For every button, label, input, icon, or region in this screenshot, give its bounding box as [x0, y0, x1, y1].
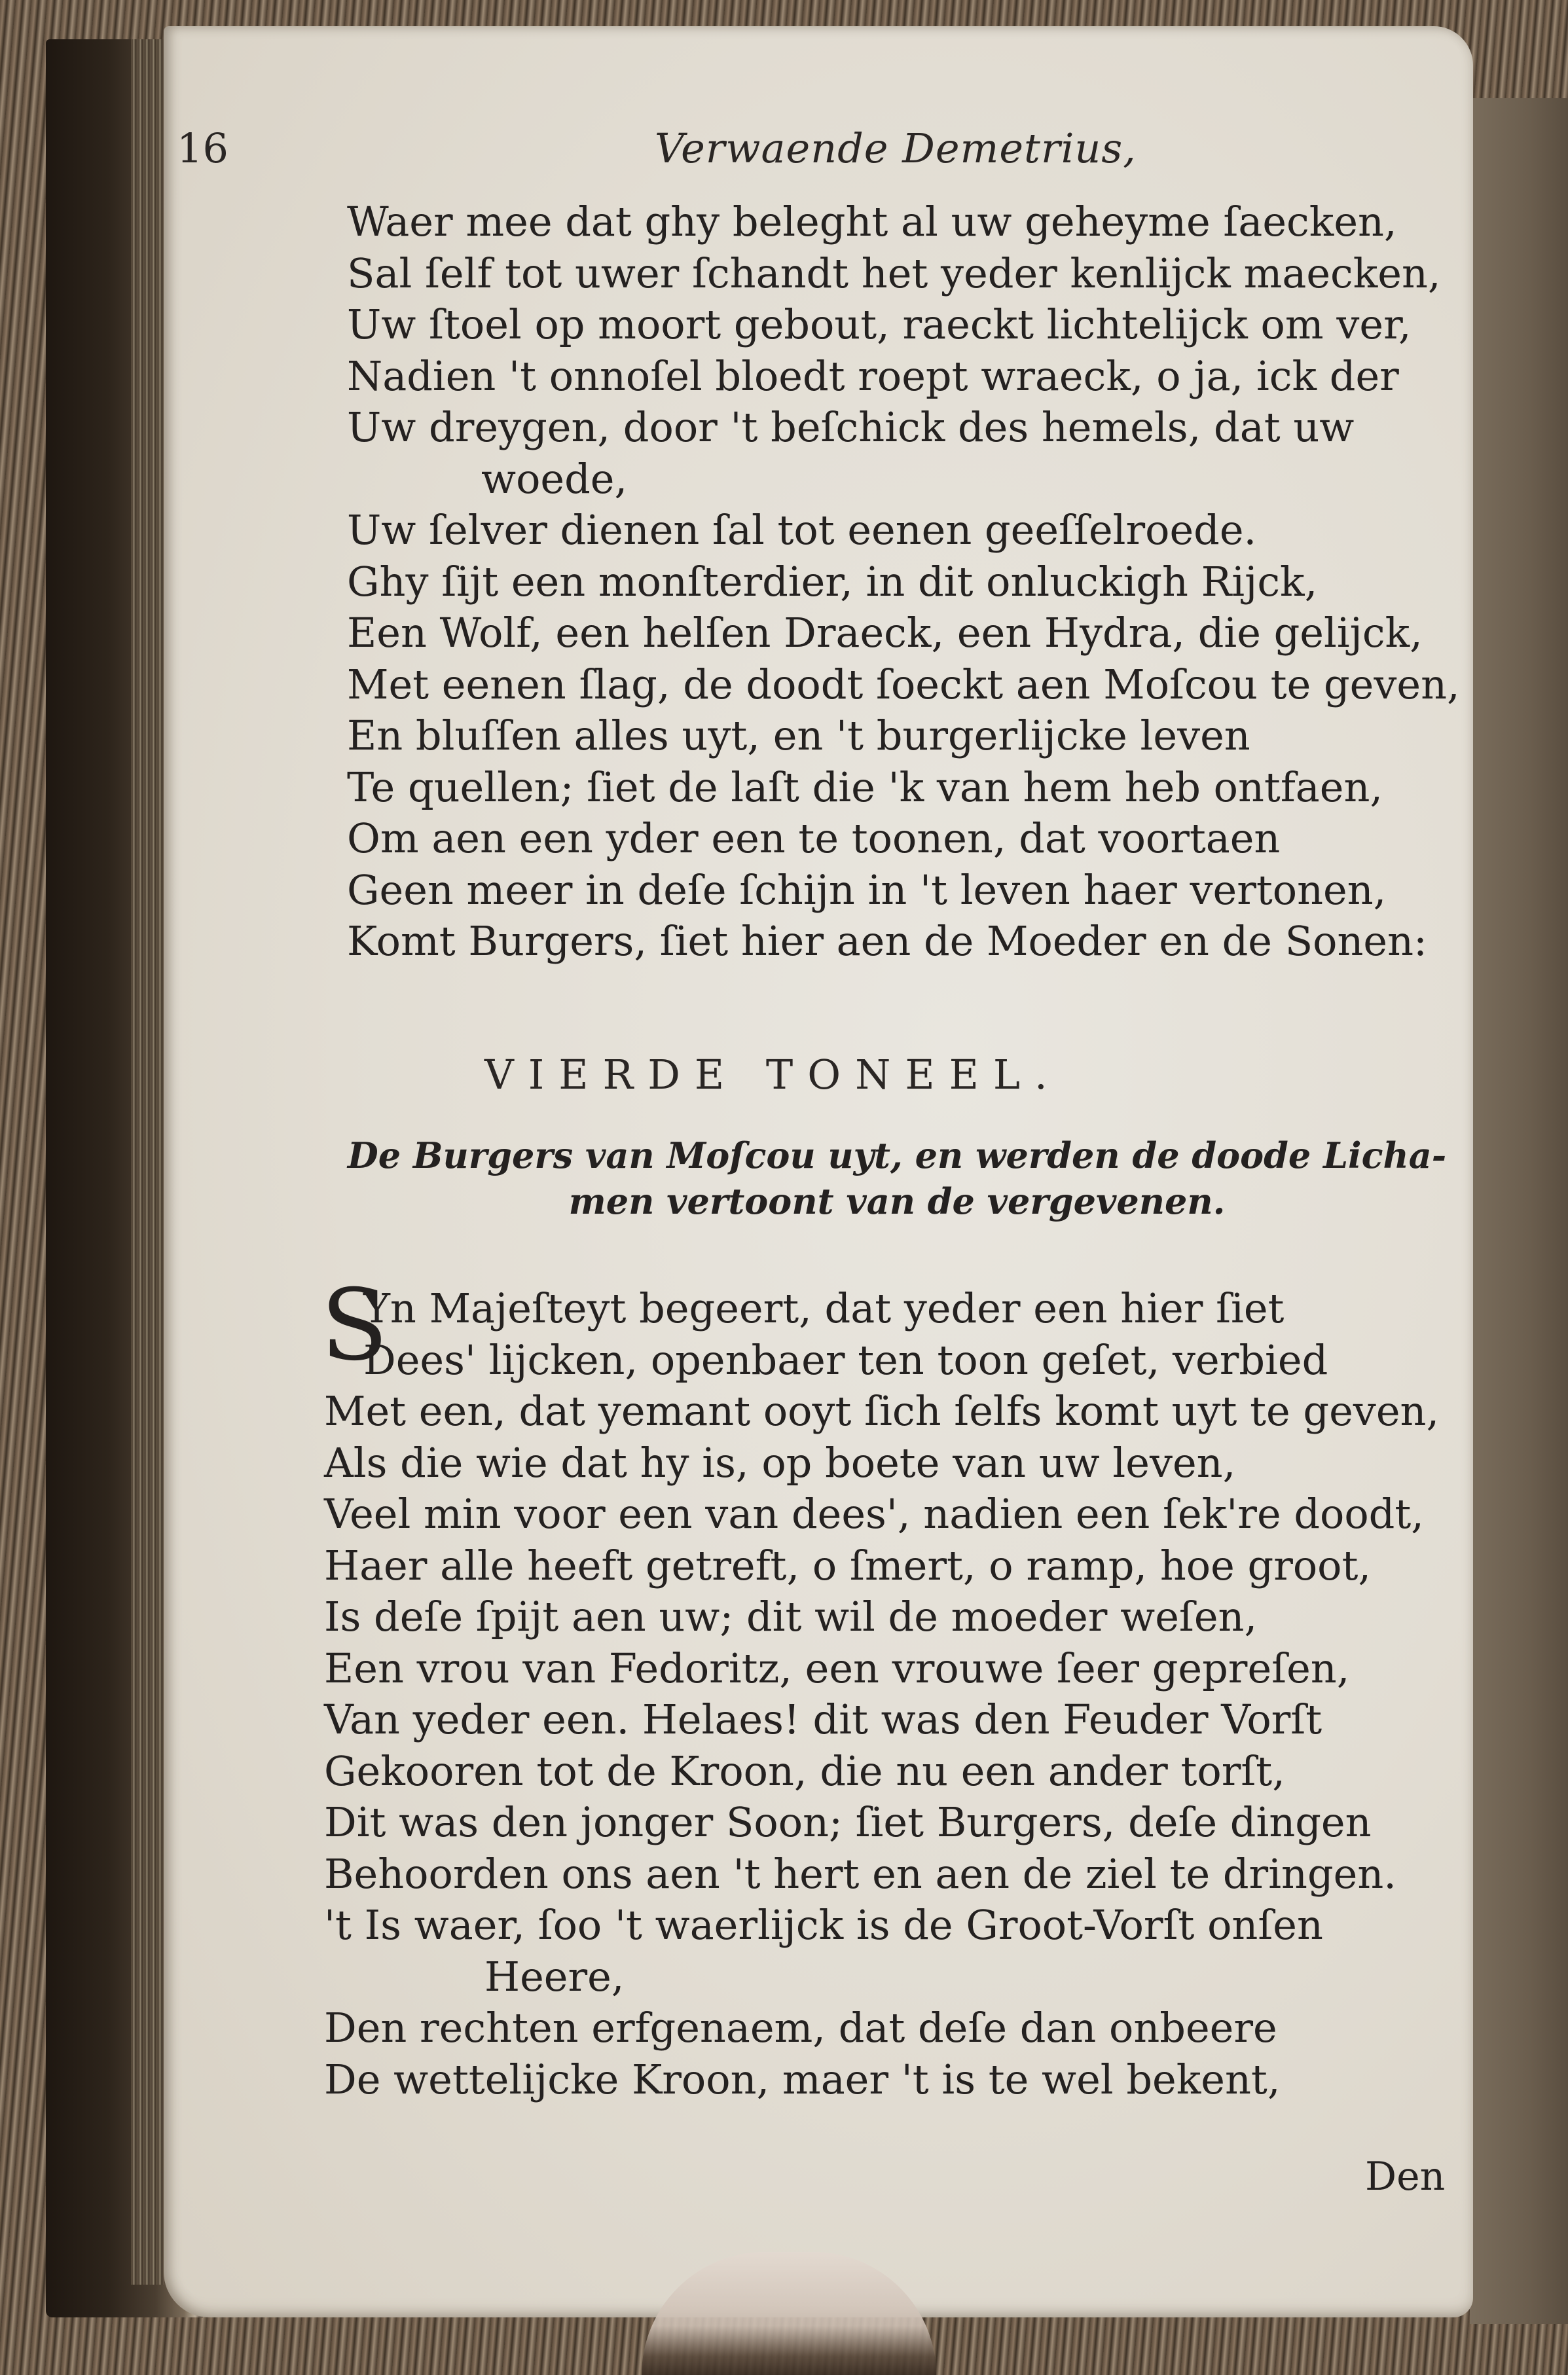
verse-block-2	[324, 1283, 1450, 2105]
verse-line: Een vrou van Fedoritz, een vrouwe ſeer gepreſen,	[324, 1644, 1350, 1692]
verse-line: Uw ſtoel op moort gebout, raeckt lichtelijck om ver,	[347, 300, 1412, 348]
drop-cap: S	[321, 1269, 388, 1383]
verse-line: Komt Burgers, ſiet hier aen de Moeder en de Sonen:	[347, 917, 1427, 965]
verse-line-continuation: woede,	[481, 454, 628, 503]
verse-line: Met een, dat yemant ooyt ſich ſelfs komt uyt te geven,	[324, 1387, 1440, 1435]
verse-line: Haer alle heeft getreft, o ſmert, o ramp, hoe groot,	[324, 1541, 1372, 1589]
verse-line: En bluſſen alles uyt, en 't burgerlijcke leven	[347, 712, 1250, 759]
verse-line: Van yeder een. Helaes! dit was den Feuder Vorſt	[324, 1695, 1322, 1743]
scene-heading: VIERDE TONEEL.	[484, 1051, 1062, 1098]
page-number: 16	[177, 124, 228, 172]
stage-direction-line: De Burgers van Moſcou uyt, en werden de doode Licha-	[347, 1134, 1447, 1176]
stage-direction-line: men vertoont van de vergevenen.	[568, 1180, 1226, 1222]
verse-line: Dees' lijcken, openbaer ten toon geſet, verbied	[363, 1335, 1328, 1384]
facing-page	[1470, 98, 1568, 2324]
verse-line: Nadien 't onnoſel bloedt roept wraeck, o ja, ick der	[347, 352, 1399, 400]
verse-line: Veel min voor een van dees', nadien een ſek're doodt,	[324, 1490, 1424, 1538]
verse-line: Uw dreygen, door 't beſchick des hemels, dat uw	[347, 403, 1355, 451]
verse-line: De wettelijcke Kroon, maer 't is te wel bekent,	[324, 2055, 1281, 2103]
verse-line: Sal ſelf tot uwer ſchandt het yeder kenlijck maecken,	[347, 249, 1441, 297]
verse-line: Gekooren tot de Kroon, die nu een ander torſt,	[324, 1747, 1285, 1795]
verse-line: Als die wie dat hy is, op boete van uw leven,	[324, 1438, 1236, 1487]
verse-line: Te quellen; ſiet de laſt die 'k van hem heb ontfaen,	[347, 763, 1383, 811]
verse-line-continuation: Heere,	[484, 1952, 625, 2001]
verse-line: Behoorden ons aen 't hert en aen de ziel te dringen.	[324, 1849, 1396, 1898]
verse-line: Waer mee dat ghy beleght al uw geheyme ſaecken,	[347, 198, 1397, 245]
verse-line: Dit was den jonger Soon; ſiet Burgers, deſe dingen	[324, 1798, 1372, 1846]
verse-line: Met eenen ſlag, de doodt ſoeckt aen Moſcou te geven,	[347, 660, 1460, 708]
verse-block-1	[347, 196, 1473, 968]
verse-line: Een Wolf, een helſen Draeck, een Hydra, die gelijck,	[347, 609, 1423, 657]
stage-direction	[327, 1133, 1467, 1224]
verse-line: Is deſe ſpijt aen uw; dit wil de moeder weſen,	[324, 1593, 1258, 1641]
verse-line: Yn Majeſteyt begeert, dat yeder een hier ſiet	[363, 1284, 1285, 1332]
verse-line: Ghy ſijt een monſterdier, in dit onluckigh Rijck,	[347, 557, 1318, 606]
verse-line: 't Is waer, ſoo 't waerlijck is de Groot-Vorſt onſen	[324, 1901, 1323, 1949]
verse-line: Den rechten erfgenaem, dat deſe dan onbeere	[324, 2004, 1277, 2052]
verse-line: Om aen een yder een te toonen, dat voortaen	[347, 814, 1281, 862]
catchword: Den	[1365, 2154, 1446, 2200]
verse-line: Uw ſelver dienen ſal tot eenen geeſſelroede.	[347, 506, 1257, 554]
running-title: Verwaende Demetrius,	[655, 124, 1137, 172]
verse-line: Geen meer in deſe ſchijn in 't leven haer vertonen,	[347, 865, 1387, 914]
